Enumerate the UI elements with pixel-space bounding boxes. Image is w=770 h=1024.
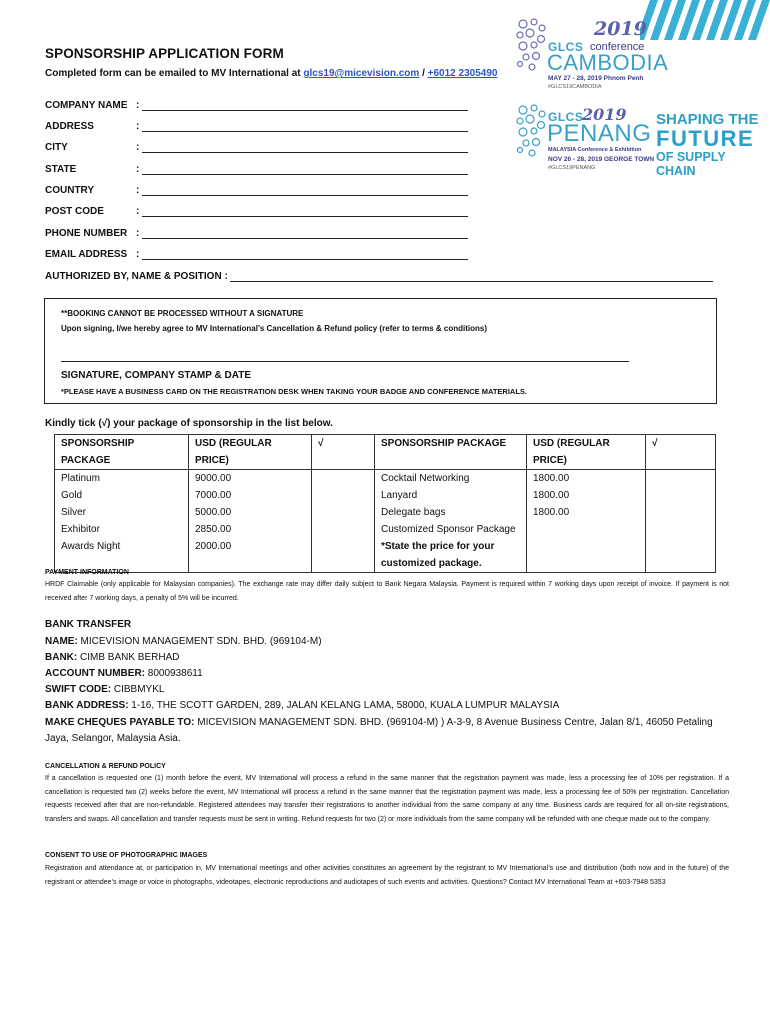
column-header: SPONSORSHIP PACKAGE [375,435,527,470]
page-subtitle [45,68,497,79]
authorized-by-field [45,271,713,282]
package-price [527,538,646,555]
signature-label: SIGNATURE, COMPANY STAMP & DATE [61,370,252,381]
cambodia-dates: MAY 27 - 28, 2019 Phnom Penh [548,75,644,82]
tagline-line3: OF SUPPLY CHAIN [656,150,726,178]
cancellation-heading: CANCELLATION & REFUND POLICY [45,763,166,770]
bank-line [45,650,725,666]
glcs-cambodia-logo [514,14,669,94]
decorative-stripes [640,0,770,40]
package-name: Exhibitor [55,521,189,538]
country-input[interactable] [142,185,468,196]
consent-text: Registration and attendance at, or participation in, MV International meetings and other activities constitutes an agreement by the registrant to MV International’s use and distribution (both now and in the future) of the registrant or attendee’s image or voice in photographs, videotapes, electronic reproductions and audiotapes of such events and activities. Questions? Contact MV International Team at +603-7948 5353 [45,865,729,886]
account-number-line [45,666,725,682]
package-price[interactable] [527,521,646,538]
field-label: STATE [45,164,77,175]
tagline [656,112,766,178]
address-input[interactable] [142,121,468,132]
tick-cell[interactable] [312,521,375,538]
tick-cell[interactable] [312,487,375,504]
tick-cell[interactable] [646,487,716,504]
field-colon: : [136,164,140,175]
column-header: USD (REGULAR PRICE) [189,435,312,470]
field-label: ADDRESS [45,121,94,132]
field-colon: : [136,100,140,111]
field-label: POST CODE [45,206,104,217]
cambodia-glcs: GLCS [548,40,584,54]
cambodia-year: 2019 [594,18,647,40]
package-name: Cocktail Networking [375,470,527,488]
table-header-row [55,435,716,470]
field-label: PHONE NUMBER [45,228,128,239]
authorized-by-input[interactable] [230,271,713,282]
tick-cell[interactable] [312,504,375,521]
field-colon: : [136,206,140,217]
state-field [45,164,468,175]
table-row [55,538,716,555]
package-note: *State the price for your [375,538,527,555]
booking-agreement: Upon signing, I/we hereby agree to MV International’s Cancellation & Refund policy (refer to terms & conditions) [61,324,487,333]
column-header: √ [312,435,375,470]
phone-link[interactable]: +6012 2305490 [427,68,498,79]
penang-glcs: GLCS [548,110,584,124]
payment-text: HRDF Claimable (only applicable for Malaysian companies). The exchange rate may differ daily subject to Bank Negara Malaysia. Payment is required within 7 working days upon receipt of invoice. If payment is not received after 7 working days, a penalty of 5% will be incurred. [45,581,729,602]
package-name: Customized Sponsor Package [375,521,527,538]
field-label: COMPANY NAME [45,100,128,111]
signature-box [44,298,717,404]
subtitle-separator: / [419,68,428,79]
cambodia-hashtag: #GLCS19CAMBODIA [548,84,602,90]
email-address-field [45,249,468,260]
company-name-input[interactable] [142,100,468,111]
email-link[interactable]: glcs19@micevision.com [303,68,420,79]
cheque-payable-value: MICEVISION MANAGEMENT SDN. BHD. (969104-M) ) A-3-9, 8 Avenue Business Centre, Jalan 8/1, 46050 Petaling Jaya, Selangor, Malaysia Asia. [45,717,713,744]
bank-name-label: NAME: [45,636,78,647]
package-price: 1800.00 [527,504,646,521]
email-address-input[interactable] [142,249,468,260]
swift-code-label: SWIFT CODE: [45,684,112,695]
business-card-note: *PLEASE HAVE A BUSINESS CARD ON THE REGISTRATION DESK WHEN TAKING YOUR BADGE AND CONFERENCE MATERIALS. [61,387,527,396]
page-title: SPONSORSHIP APPLICATION FORM [45,46,284,61]
address-field [45,121,468,132]
package-price: 1800.00 [527,470,646,488]
package-note: customized package. [375,555,527,573]
subtitle-prefix: Completed form can be emailed to MV International at [45,68,304,79]
table-row [55,470,716,488]
country-field [45,185,468,196]
post-code-input[interactable] [142,206,468,217]
column-header: USD (REGULAR PRICE) [527,435,646,470]
cambodia-conference: conference [590,41,645,53]
state-input[interactable] [142,164,468,175]
consent-heading: CONSENT TO USE OF PHOTOGRAPHIC IMAGES [45,852,208,859]
bank-name-line [45,634,725,650]
cheque-payable-line [45,715,725,747]
package-name: Platinum [55,470,189,488]
phone-number-input[interactable] [142,228,468,239]
authorized-by-label: AUTHORIZED BY, NAME & POSITION : [45,271,228,282]
tick-cell [646,538,716,555]
package-price: 2000.00 [189,538,312,555]
company-name-field [45,100,468,111]
field-colon: : [136,121,140,132]
bank-transfer-heading: BANK TRANSFER [45,619,132,630]
penang-city: PENANG [547,120,652,147]
cancellation-text: If a cancellation is requested one (1) month before the event, MV International will process a refund in the same manner that the registration payment was made, less a processing fee of 10% per registration. If a cancellation is requested two (2) weeks before the event, MV International will process a refund in the same manner that the registration payment was made, less a processing fee of 50% per registration. Cancellation requests received after that are non-refundable. Registered attendees may transfer their registrations to another individual from the same company at any time. Business cards are required for all on-site registrations, transfers and swaps. All cancellation and transfer requests must be sent in writing. Refund requests for two (2) or more individuals from the same company will be refunded with one cheque made out to the company. [45,775,729,823]
package-price: 7000.00 [189,487,312,504]
field-colon: : [136,185,140,196]
package-name: Awards Night [55,538,189,555]
field-label: CITY [45,142,68,153]
account-number-value: 8000938611 [145,668,203,679]
empty-cell [646,555,716,573]
phone-number-field [45,228,468,239]
cheque-payable-label: MAKE CHEQUES PAYABLE TO: [45,717,195,728]
bank-value: CIMB BANK BERHAD [77,652,180,663]
field-label: COUNTRY [45,185,95,196]
empty-cell [527,555,646,573]
tagline-line2: FUTURE [656,126,755,151]
package-price: 5000.00 [189,504,312,521]
package-price: 1800.00 [527,487,646,504]
field-colon: : [136,249,140,260]
package-name: Lanyard [375,487,527,504]
table-row [55,487,716,504]
payment-heading: PAYMENT INFORMATION [45,569,129,576]
bank-address-value: 1-16, THE SCOTT GARDEN, 289, JALAN KELANG LAMA, 58000, KUALA LUMPUR MALAYSIA [128,700,560,711]
city-input[interactable] [142,142,468,153]
tick-cell[interactable] [312,538,375,555]
cambodia-country: CAMBODIA [547,50,669,75]
package-instruction: Kindly tick (√) your package of sponsorship in the list below. [45,418,333,429]
city-field [45,142,468,153]
package-name: Silver [55,504,189,521]
tick-cell[interactable] [312,470,375,488]
glcs-penang-logo [514,100,654,180]
booking-warning: **BOOKING CANNOT BE PROCESSED WITHOUT A SIGNATURE [61,309,304,318]
sponsorship-package-table [54,434,716,573]
tick-cell[interactable] [646,521,716,538]
dots-globe-icon [514,14,548,74]
package-name: Gold [55,487,189,504]
package-price: 2850.00 [189,521,312,538]
penang-year: 2019 [582,105,627,124]
package-price: 9000.00 [189,470,312,488]
tagline-line1: SHAPING THE [656,111,759,128]
penang-subtitle: MALAYSIA Conference & Exhibition [548,147,642,153]
tick-cell[interactable] [646,504,716,521]
empty-cell [189,555,312,573]
empty-cell [312,555,375,573]
table-row [55,504,716,521]
bank-label: BANK: [45,652,78,663]
column-header: √ [646,435,716,470]
field-colon: : [136,142,140,153]
swift-code-line [45,682,725,698]
field-colon: : [136,228,140,239]
bank-name-value: MICEVISION MANAGEMENT SDN. BHD. (969104-M) [77,636,322,647]
table-row [55,521,716,538]
post-code-field [45,206,468,217]
bank-address-label: BANK ADDRESS: [45,700,129,711]
account-number-label: ACCOUNT NUMBER: [45,668,145,679]
signature-input[interactable] [61,361,629,362]
dots-globe-icon [514,100,548,160]
column-header: SPONSORSHIP PACKAGE [55,435,189,470]
table-row [55,555,716,573]
package-name: Delegate bags [375,504,527,521]
tick-cell[interactable] [646,470,716,488]
field-label: EMAIL ADDRESS [45,249,128,260]
swift-code-value: CIBBMYKL [111,684,165,695]
penang-hashtag: #GLCS19PENANG [548,165,596,171]
penang-dates: NOV 26 - 28, 2019 GEORGE TOWN [548,156,655,163]
bank-address-line [45,698,725,714]
